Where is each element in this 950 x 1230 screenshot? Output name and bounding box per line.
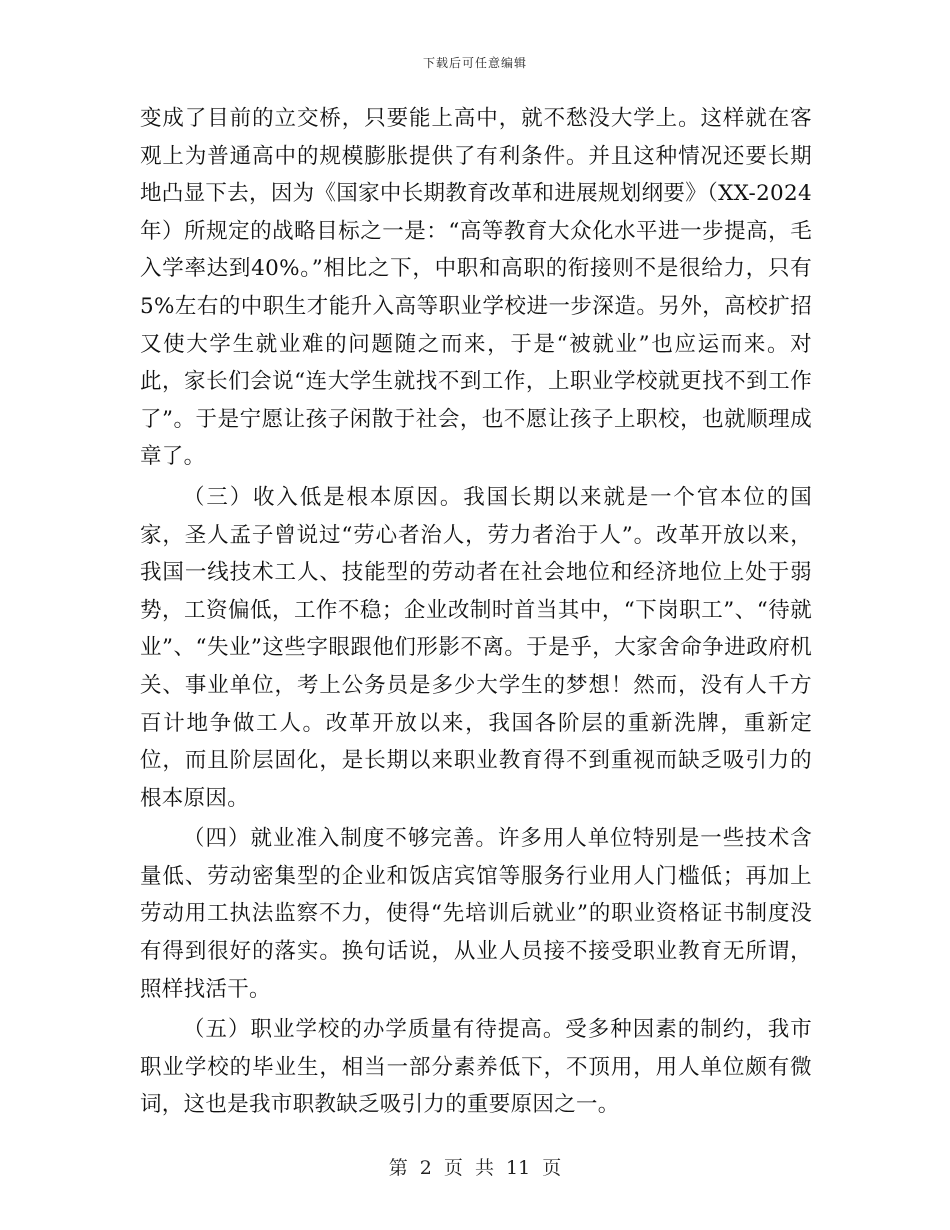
paragraph-continuation: 变成了目前的立交桥，只要能上高中，就不愁没大学上。这样就在客观上为普通高中的规模膨胀提供了有利条件。并且这种情况还要长期地凸显下去，因为《国家中长期教育改革和进展规划纲要》（XX-2024年）所规定的战略目标之一是：“高等教育大众化水平进一步提高，毛入学率达到40%。”相比之下，中职和高职的衔接则不是很给力，只有5%左右的中职生才能升入高等职业学校进一步深造。另外，高校扩招又使大学生就业难的问题随之而来，于是“被就业”也应运而来。对此，家长们会说“连大学生就找不到工作，上职业学校就更找不到工作了”。于是宁愿让孩子闲散于社会，也不愿让孩子上职校，也就顺理成章了。 (140, 106, 812, 470)
paragraph-section-4: （四）就业准入制度不够完善。许多用人单位特别是一些技术含量低、劳动密集型的企业和饭店宾馆等服务行业用人门槛低；再加上劳动用工执法监察不力，使得“先培训后就业”的职业资格证书制度没有得到很好的落实。换句话说，从业人员接不接受职业教育无所谓，照样找活干。 (140, 826, 812, 1002)
paragraph-section-5: （五）职业学校的办学质量有待提高。受多种因素的制约，我市职业学校的毕业生，相当一部分素养低下，不顶用，用人单位颇有微词，这也是我市职教缺乏吸引力的重要原因之一。 (140, 1017, 812, 1118)
paragraph-section-3: （三）收入低是根本原因。我国长期以来就是一个官本位的国家，圣人孟子曾说过“劳心者治人，劳力者治于人”。改革开放以来，我国一线技术工人、技能型的劳动者在社会地位和经济地位上处于弱势，工资偏低，工作不稳；企业改制时首当其中，“下岗职工”、“待就业”、“失业”这些字眼跟他们形影不离。于是乎，大家舍命争进政府机关、事业单位，考上公务员是多少大学生的梦想！然而，没有人千方百计地争做工人。改革开放以来，我国各阶层的重新洗牌，重新定位，而且阶层固化，是长期以来职业教育得不到重视而缺乏吸引力的根本原因。 (140, 484, 812, 811)
document-body (140, 100, 812, 1127)
page-header-note: 下载后可任意编辑 (422, 56, 527, 70)
page-number-footer: 第 2 页 共 11 页 (388, 1157, 562, 1179)
